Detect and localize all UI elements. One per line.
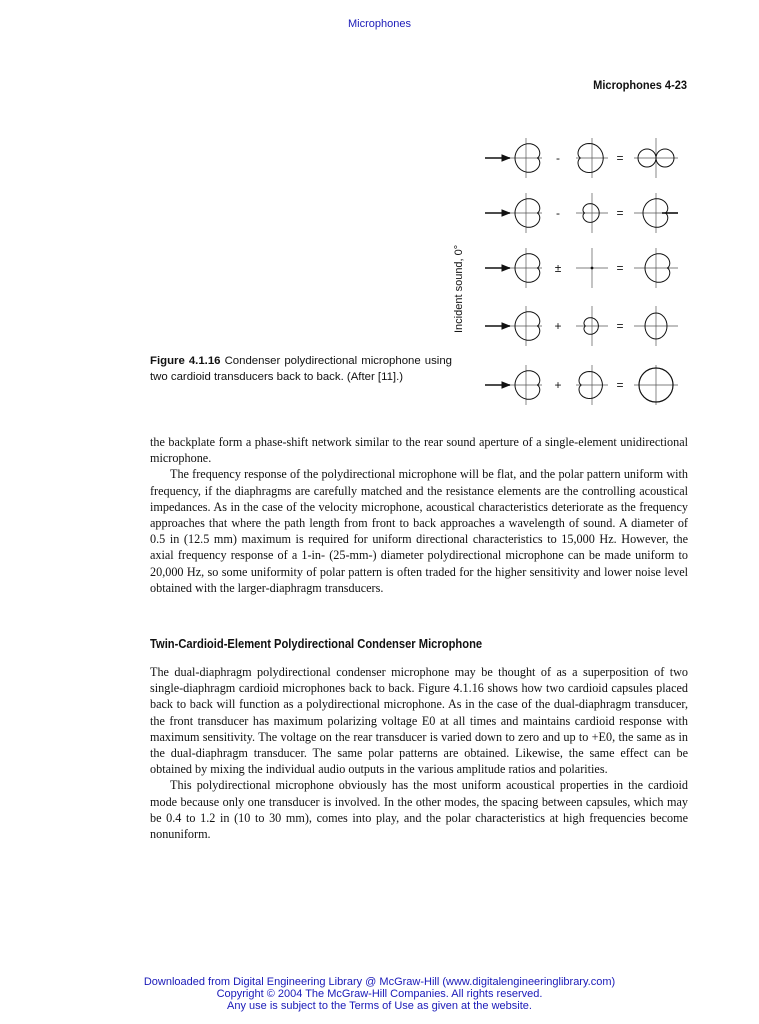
footer-download-line[interactable]: Downloaded from Digital Engineering Library @ McGraw-Hill (www.digitalengineeringlibrary.com): [143, 976, 616, 988]
paragraph: This polydirectional microphone obviously has the most uniform acoustical properties in the cardioid mode because only one transducer is involved. In the other modes, the spacing between capsules, which may be 0.4 to 1.2 in (10 to 30 mm), comes into play, and the polar characteristics at high frequencies become nonuniform.: [150, 778, 688, 842]
body-section-1: [150, 434, 688, 596]
footer-terms-line[interactable]: Any use is subject to the Terms of Use as given at the website.: [227, 1000, 532, 1012]
site-link[interactable]: Microphones: [348, 18, 411, 30]
rear-null-dot: [591, 267, 594, 270]
equals-sign: =: [616, 319, 624, 333]
footer-copyright-line[interactable]: Copyright © 2004 The McGraw-Hill Companies. All rights reserved.: [216, 988, 543, 1000]
operator-sign: +: [554, 378, 562, 392]
paragraph: The frequency response of the polydirectional microphone will be flat, and the polar pattern uniform with frequency, if the diaphragms are carefully matched and the resistance elements are the controlling acoustical impedances. As in the case of the velocity microphone, acoustical characteristics deteriorate as the frequency approaches that where the path length from front to back approaches a wavelength of sound. A diameter of 0.5 in (12.5 mm) maximum is required for uniform directional characteristics to 15,000 Hz. However, the axial frequency response of a 1-in- (25-mm-) diameter polydirectional microphone can be made uniform to 20,000 Hz, so some uniformity of polar pattern is often traded for the higher sensitivity and lower noise level obtained with the larger-diaphragm transducers.: [150, 467, 688, 595]
figure-caption-label: Figure 4.1.16: [150, 355, 221, 367]
equals-sign: =: [616, 261, 624, 275]
figure-rows: [485, 138, 678, 405]
incident-sound-label: Incident sound, 0°: [453, 244, 465, 333]
polar-pattern-figure: [440, 128, 690, 418]
figure-caption-text: Condenser polydirectional microphone using two cardioid transducers back to back. (After [11].): [150, 355, 452, 383]
body-section-2: [150, 664, 688, 842]
operator-sign: -: [556, 206, 560, 220]
operator-sign: ±: [554, 261, 562, 275]
equals-sign: =: [616, 151, 624, 165]
figure-caption: [150, 353, 452, 385]
footer: [0, 976, 759, 1012]
operator-sign: +: [554, 319, 562, 333]
paragraph: The dual-diaphragm polydirectional condenser microphone may be thought of as a superposition of two single-diaphragm cardioid microphones back to back. Figure 4.1.16 shows how two cardioid capsules placed back to back will function as a polydirectional microphone. As in the case of the dual-diaphragm transducer, the front transducer has maximum polarizing voltage E0 at all times and maintains cardioid response with maximum sensitivity. The voltage on the rear transducer is varied down to zero and up to +E0, the same as in the dual-diaphragm transducer. The same polar patterns are obtained. Likewise, the same effect can be obtained by mixing the individual audio outputs in the various amplitude ratios and polarities.: [150, 665, 688, 777]
running-head: Microphones 4-23: [593, 78, 687, 92]
paragraph: the backplate form a phase-shift network similar to the rear sound aperture of a single-element unidirectional microphone.: [150, 435, 688, 466]
section-heading: Twin-Cardioid-Element Polydirectional Condenser Microphone: [150, 636, 483, 651]
operator-sign: -: [556, 151, 560, 165]
equals-sign: =: [616, 378, 624, 392]
equals-sign: =: [616, 206, 624, 220]
